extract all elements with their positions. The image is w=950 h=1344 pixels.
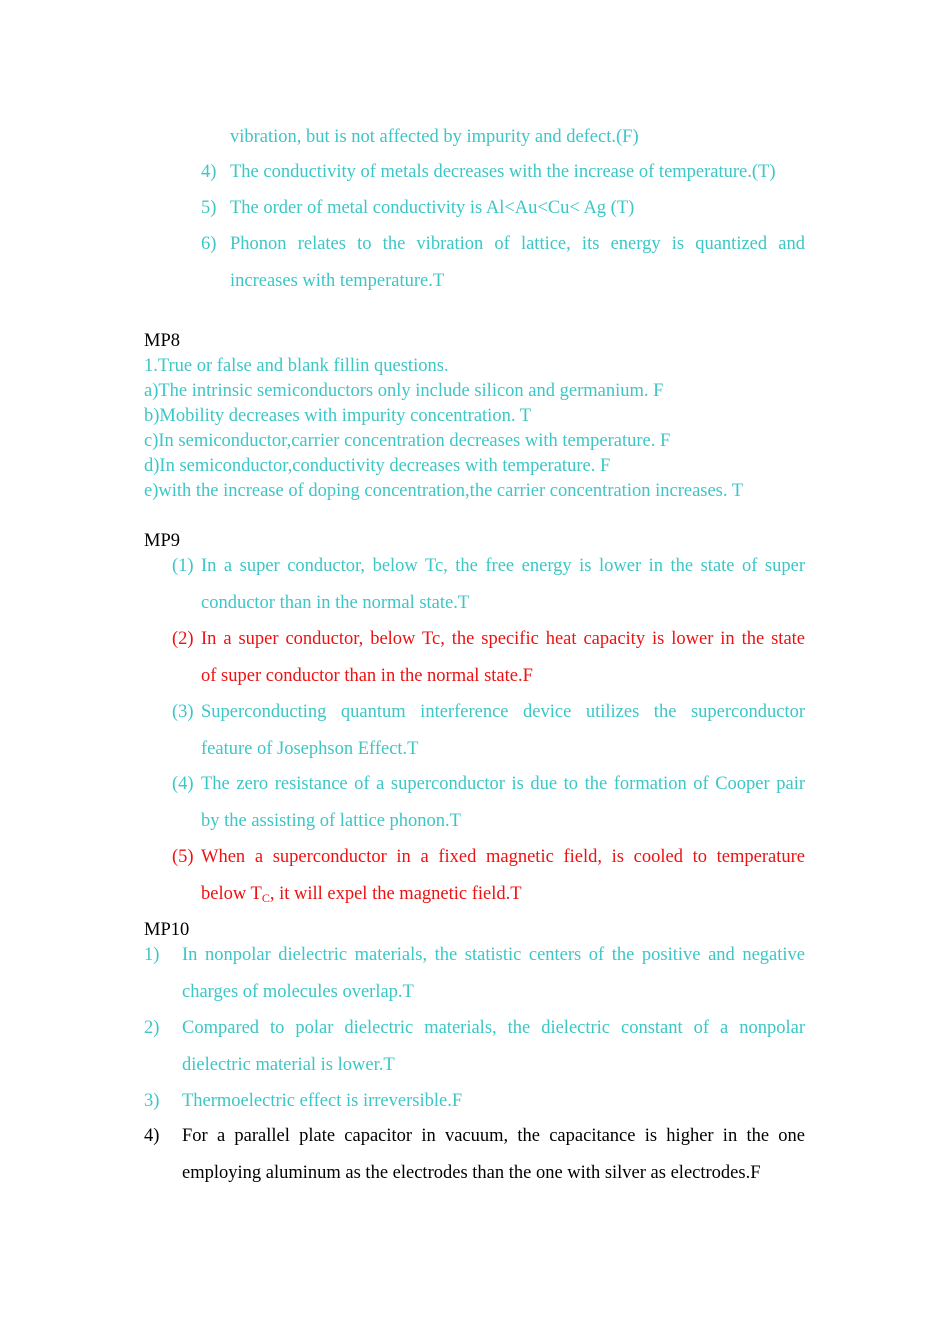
mp7-item6-line1: Phonon relates to the vibration of lattice, its energy is quantized and (230, 234, 805, 254)
mp9-item4-line2: by the assisting of lattice phonon.T (201, 811, 461, 831)
mp9-item5-line1: When a superconductor in a fixed magnetic field, is cooled to temperature (201, 847, 805, 867)
mp10-item3-line1: Thermoelectric effect is irreversible.F (182, 1091, 463, 1111)
mp9-item5-line2 (201, 882, 522, 910)
mp9-item2-line1: In a super conductor, below Tc, the specific heat capacity is lower in the state (201, 629, 805, 649)
mp8-line-e: e)with the increase of doping concentration,the carrier concentration increases. T (144, 481, 744, 501)
mp8-line-d: d)In semiconductor,conductivity decreases with temperature. F (144, 456, 611, 476)
mp9-item1-number: (1) (172, 556, 194, 576)
mp7-item5-text: The order of metal conductivity is Al<Au<Cu< Ag (T) (230, 198, 635, 218)
mp8-line-a: a)The intrinsic semiconductors only include silicon and germanium. F (144, 381, 664, 401)
mp10-item4-line1: For a parallel plate capacitor in vacuum, the capacitance is higher in the one (182, 1126, 805, 1146)
mp10-item4-number: 4) (144, 1126, 160, 1146)
mp7-item4-number: 4) (201, 162, 217, 182)
mp9-item1-line1: In a super conductor, below Tc, the free energy is lower in the state of super (201, 556, 805, 576)
mp8-line-c: c)In semiconductor,carrier concentration decreases with temperature. F (144, 431, 671, 451)
mp10-item1-number: 1) (144, 945, 160, 965)
mp9-item2-number: (2) (172, 629, 194, 649)
mp9-item5-line2-sub: C (261, 891, 270, 905)
mp9-item5-line2-pre: below T (201, 884, 262, 904)
mp7-item6-number: 6) (201, 234, 217, 254)
mp10-heading: MP10 (144, 920, 190, 940)
mp8-line-intro: 1.True or false and blank fillin questions. (144, 356, 449, 376)
mp10-item3-number: 3) (144, 1091, 160, 1111)
mp10-item1-line1: In nonpolar dielectric materials, the statistic centers of the positive and negative (182, 945, 805, 965)
mp10-item2-line2: dielectric material is lower.T (182, 1055, 395, 1075)
mp8-line-b: b)Mobility decreases with impurity concentration. T (144, 406, 532, 426)
mp7-item3-tail: vibration, but is not affected by impurity and defect.(F) (230, 127, 639, 147)
mp9-item4-number: (4) (172, 774, 194, 794)
mp10-item2-line1: Compared to polar dielectric materials, the dielectric constant of a nonpolar (182, 1018, 805, 1038)
mp9-item1-line2: conductor than in the normal state.T (201, 593, 470, 613)
mp7-item4-text: The conductivity of metals decreases with the increase of temperature.(T) (230, 162, 776, 182)
mp10-item2-number: 2) (144, 1018, 160, 1038)
mp9-item3-number: (3) (172, 702, 194, 722)
mp9-item3-line2: feature of Josephson Effect.T (201, 739, 419, 759)
mp9-item5-line2-post: , it will expel the magnetic field.T (269, 884, 522, 904)
mp9-heading: MP9 (144, 531, 180, 551)
mp8-heading: MP8 (144, 331, 180, 351)
mp10-item4-line2: employing aluminum as the electrodes than the one with silver as electrodes.F (182, 1163, 761, 1183)
mp7-item5-number: 5) (201, 198, 217, 218)
mp9-item5-number: (5) (172, 847, 194, 867)
mp9-item3-line1: Superconducting quantum interference device utilizes the superconductor (201, 702, 805, 722)
mp9-item2-line2: of super conductor than in the normal state.F (201, 666, 533, 686)
mp7-item6-line2: increases with temperature.T (230, 271, 445, 291)
mp10-item1-line2: charges of molecules overlap.T (182, 982, 414, 1002)
mp9-item4-line1: The zero resistance of a superconductor is due to the formation of Cooper pair (201, 774, 805, 794)
